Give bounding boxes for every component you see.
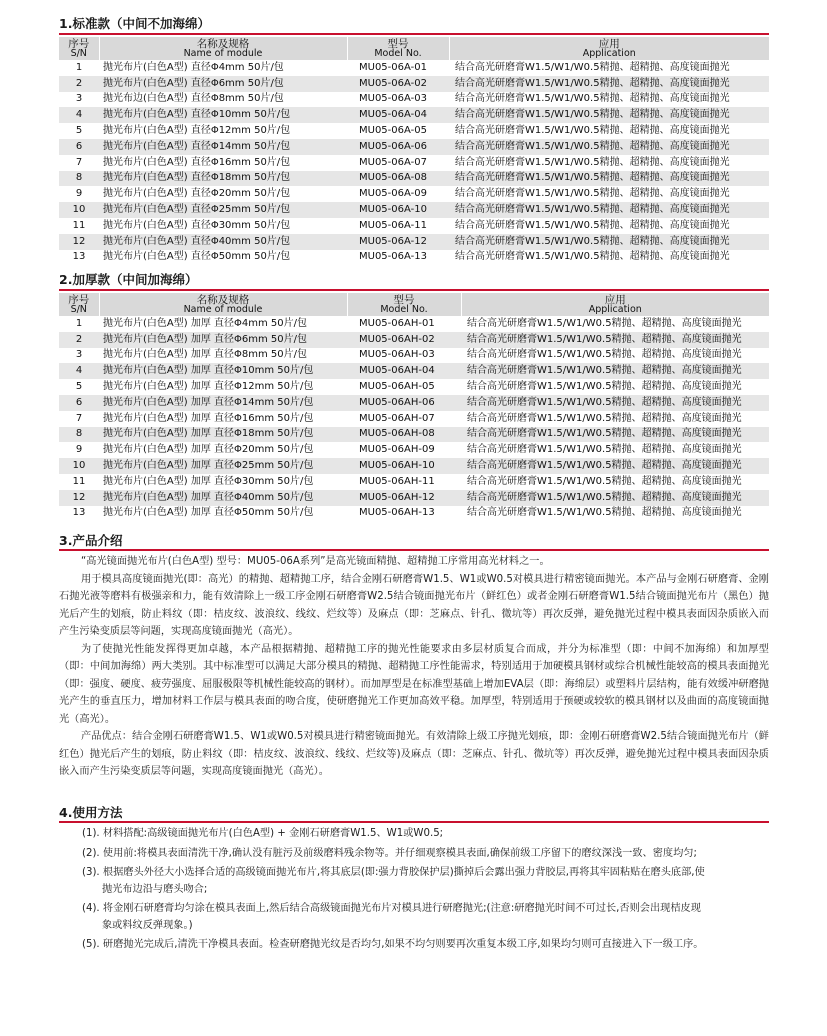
- name-cell: 抛光布片(白色A型) 加厚 直径Φ6mm 50片/包: [99, 332, 347, 348]
- model-cell: MU05-06A-04: [347, 107, 449, 123]
- application-cell: 结合高光研磨膏W1.5/W1/W0.5精抛、超精抛、高度镜面抛光: [461, 427, 769, 443]
- application-cell: 结合高光研磨膏W1.5/W1/W0.5精抛、超精抛、高度镜面抛光: [455, 251, 730, 263]
- application-cell: 结合高光研磨膏W1.5/W1/W0.5精抛、超精抛、高度镜面抛光: [467, 349, 742, 361]
- table-row: [59, 60, 769, 76]
- name-cell: 抛光布边(白色A型) 直径Φ8mm 50片/包: [103, 93, 284, 105]
- sn-cell: 11: [72, 475, 86, 487]
- name-cell: 抛光布片(白色A型) 加厚 直径Φ20mm 50片/包: [103, 444, 314, 456]
- table-row: [59, 427, 769, 443]
- model-header: 型号 Model No.: [347, 293, 461, 316]
- name-cell: 抛光布片(白色A型) 加厚 直径Φ40mm 50片/包: [99, 490, 347, 506]
- name-cell: 抛光布片(白色A型) 加厚 直径Φ10mm 50片/包: [99, 363, 347, 379]
- model-header: 型号 Model No.: [347, 37, 449, 60]
- intro-paragraph: “高光镜面抛光布片(白色A型) 型号：MU05-06A系列”是高光镜面精抛、超精抛工序常用高光材料之一。: [81, 556, 550, 567]
- application-cell: 结合高光研磨膏W1.5/W1/W0.5精抛、超精抛、高度镜面抛光: [467, 444, 742, 456]
- model-cell: MU05-06A-02: [347, 76, 449, 92]
- intro-paragraph: 为了使抛光性能发挥得更加卓越，本产品根据精抛、超精抛工序的抛光性能要求由多层材质复合而成，并分为标准型（即：中间不加海绵）和加厚型（即：中间加海绵）两大类别。其中标准型可以满足大部分模具的精抛、超精抛工序性能需求，特别适用于加硬模具钢材或综合机械性能较高的模具表面抛光（即：强度、硬度、疲劳强度、屈服极限等机械性能较高的钢材）。而加厚型是在标准型基础上增加EVA层（即：海绵层）或塑料片层结构，能有效缓冲研磨抛光产生的垂直压力，增加材料工作层与模具表面的吻合度，使研磨抛光工作更加高效平稳。加厚型，特别适用于预硬或较软的模具钢材以及曲面的高度镜面抛光（高光）。: [59, 643, 769, 725]
- table-row: [59, 363, 769, 379]
- sn-cell: 8: [59, 171, 99, 187]
- sn-cell: 3: [75, 93, 83, 105]
- sn-cell: 5: [75, 125, 83, 137]
- application-cell: 结合高光研磨膏W1.5/W1/W0.5精抛、超精抛、高度镜面抛光: [455, 156, 730, 168]
- model-cell: MU05-06A-13: [359, 251, 427, 263]
- model-cell: MU05-06A-11: [359, 219, 427, 231]
- sn-cell: 6: [59, 395, 99, 411]
- sn-cell: 7: [75, 412, 83, 424]
- application-cell: 结合高光研磨膏W1.5/W1/W0.5精抛、超精抛、高度镜面抛光: [455, 188, 730, 200]
- model-cell: MU05-06A-10: [347, 202, 449, 218]
- application-cell: 结合高光研磨膏W1.5/W1/W0.5精抛、超精抛、高度镜面抛光: [455, 219, 730, 231]
- application-cell: 结合高光研磨膏W1.5/W1/W0.5精抛、超精抛、高度镜面抛光: [467, 317, 742, 329]
- table-row: [59, 186, 769, 202]
- name-cell: 抛光布片(白色A型) 直径Φ10mm 50片/包: [99, 107, 347, 123]
- table-row: [59, 171, 769, 187]
- sn-cell: 1: [75, 317, 83, 329]
- application-cell: 结合高光研磨膏W1.5/W1/W0.5精抛、超精抛、高度镜面抛光: [449, 139, 769, 155]
- model-cell: MU05-06A-09: [359, 188, 427, 200]
- model-cell: MU05-06AH-10: [347, 458, 461, 474]
- sn-cell: 12: [59, 490, 99, 506]
- application-cell: 结合高光研磨膏W1.5/W1/W0.5精抛、超精抛、高度镜面抛光: [455, 93, 730, 105]
- application-cell: 结合高光研磨膏W1.5/W1/W0.5精抛、超精抛、高度镜面抛光: [449, 202, 769, 218]
- name-cell: 抛光布片(白色A型) 直径Φ40mm 50片/包: [99, 234, 347, 250]
- name-cell: 抛光布片(白色A型) 加厚 直径Φ14mm 50片/包: [99, 395, 347, 411]
- model-cell: MU05-06A-01: [359, 61, 427, 73]
- sn-cell: 2: [59, 76, 99, 92]
- model-cell: MU05-06AH-08: [347, 427, 461, 443]
- table-row: [59, 202, 769, 218]
- model-cell: MU05-06AH-09: [359, 444, 435, 456]
- application-cell: 结合高光研磨膏W1.5/W1/W0.5精抛、超精抛、高度镜面抛光: [449, 171, 769, 187]
- application-cell: 结合高光研磨膏W1.5/W1/W0.5精抛、超精抛、高度镜面抛光: [455, 125, 730, 137]
- sn-cell: 9: [75, 444, 83, 456]
- sn-cell: 4: [59, 107, 99, 123]
- name-cell: 抛光布片(白色A型) 直径Φ12mm 50片/包: [103, 125, 291, 137]
- sn-cell: 5: [75, 381, 83, 393]
- application-cell: 结合高光研磨膏W1.5/W1/W0.5精抛、超精抛、高度镜面抛光: [461, 458, 769, 474]
- table-row: [59, 442, 769, 458]
- sn-cell: 3: [75, 349, 83, 361]
- table-row: [59, 395, 769, 411]
- section4-divider: [59, 821, 769, 823]
- usage-item: (1). 材料搭配:高级镜面抛光布片(白色A型) + 金刚石研磨膏W1.5、W1或W0.5;: [82, 828, 444, 839]
- table-row: [59, 107, 769, 123]
- application-header: 应用 Application: [461, 293, 769, 316]
- name-cell: 抛光布片(白色A型) 加厚 直径Φ18mm 50片/包: [99, 427, 347, 443]
- model-cell: MU05-06A-06: [347, 139, 449, 155]
- section1-title: 1.标准款（中间不加海绵）: [59, 16, 210, 31]
- section3-divider: [59, 549, 769, 551]
- name-cell: 抛光布片(白色A型) 直径Φ20mm 50片/包: [103, 188, 291, 200]
- usage-item: (3). 根据磨头外径大小选择合适的高级镜面抛光布片,将其底层(即:强力背胶保护层)撕掉后会露出强力背胶层,再将其牢固粘贴在磨头底部,使 抛光布边沿与磨头吻合;: [82, 867, 705, 895]
- model-cell: MU05-06A-12: [347, 234, 449, 250]
- thick-table: [59, 293, 769, 521]
- table-row: [59, 139, 769, 155]
- table-row: [59, 379, 769, 395]
- model-cell: MU05-06AH-13: [359, 507, 435, 519]
- model-cell: MU05-06AH-11: [359, 475, 435, 487]
- application-cell: 结合高光研磨膏W1.5/W1/W0.5精抛、超精抛、高度镜面抛光: [467, 475, 742, 487]
- application-header: 应用 Application: [449, 37, 769, 60]
- table-row: [59, 506, 769, 522]
- application-cell: 结合高光研磨膏W1.5/W1/W0.5精抛、超精抛、高度镜面抛光: [461, 363, 769, 379]
- name-header: 名称及规格 Name of module: [99, 293, 347, 316]
- application-cell: 结合高光研磨膏W1.5/W1/W0.5精抛、超精抛、高度镜面抛光: [467, 412, 742, 424]
- name-cell: 抛光布片(白色A型) 直径Φ18mm 50片/包: [99, 171, 347, 187]
- name-header: 名称及规格 Name of module: [99, 37, 347, 60]
- application-cell: 结合高光研磨膏W1.5/W1/W0.5精抛、超精抛、高度镜面抛光: [449, 234, 769, 250]
- model-cell: MU05-06AH-04: [347, 363, 461, 379]
- model-cell: MU05-06AH-12: [347, 490, 461, 506]
- sn-cell: 2: [59, 332, 99, 348]
- application-cell: 结合高光研磨膏W1.5/W1/W0.5精抛、超精抛、高度镜面抛光: [467, 507, 742, 519]
- table-row: [59, 234, 769, 250]
- application-cell: 结合高光研磨膏W1.5/W1/W0.5精抛、超精抛、高度镜面抛光: [449, 76, 769, 92]
- application-cell: 结合高光研磨膏W1.5/W1/W0.5精抛、超精抛、高度镜面抛光: [449, 107, 769, 123]
- sn-cell: 4: [59, 363, 99, 379]
- table-row: [59, 92, 769, 108]
- model-cell: MU05-06A-05: [359, 125, 427, 137]
- table-row: [59, 218, 769, 234]
- model-cell: MU05-06A-08: [347, 171, 449, 187]
- table-header-row: [59, 37, 769, 60]
- usage-item: (2). 使用前:将模具表面清洗干净,确认没有脏污及前级磨料残余物等。并仔细观察模具表面,确保前级工序留下的磨纹深浅一致、密度均匀;: [82, 847, 697, 859]
- model-cell: MU05-06AH-02: [347, 332, 461, 348]
- name-cell: 抛光布片(白色A型) 加厚 直径Φ16mm 50片/包: [103, 412, 314, 424]
- name-cell: 抛光布片(白色A型) 直径Φ16mm 50片/包: [103, 156, 291, 168]
- section2-title: 2.加厚款（中间加海绵）: [59, 272, 198, 287]
- name-cell: 抛光布片(白色A型) 加厚 直径Φ30mm 50片/包: [103, 475, 314, 487]
- sn-cell: 13: [72, 507, 86, 519]
- section3-title: 3.产品介绍: [59, 533, 123, 548]
- standard-table: [59, 37, 769, 265]
- model-cell: MU05-06AH-05: [359, 381, 435, 393]
- name-cell: 抛光布片(白色A型) 直径Φ50mm 50片/包: [103, 251, 291, 263]
- table-row: [59, 490, 769, 506]
- sn-header: 序号 S/N: [59, 293, 99, 316]
- table-row: [59, 316, 769, 332]
- table-row: [59, 332, 769, 348]
- model-cell: MU05-06AH-06: [347, 395, 461, 411]
- product-intro: [59, 553, 769, 781]
- usage-item: (5). 研磨抛光完成后,清洗干净模具表面。检查研磨抛光纹是否均匀,如果不均匀则要再次重复本级工序,如果均匀则可直接进入下一级工序。: [82, 939, 704, 950]
- usage-list: [82, 826, 772, 957]
- table-row: [59, 411, 769, 427]
- model-cell: MU05-06AH-07: [359, 412, 435, 424]
- model-cell: MU05-06AH-03: [359, 349, 435, 361]
- name-cell: 抛光布片(白色A型) 直径Φ14mm 50片/包: [99, 139, 347, 155]
- intro-paragraph: 产品优点：结合金刚石研磨膏W1.5、W1或W0.5对模具进行精密镜面抛光。有效清除上级工序抛光划痕，即：金刚石研磨膏W2.5结合镜面抛光布片（鲜红色）抛光后产生的划痕，防止料纹（即：桔皮纹、波浪纹、线纹、烂纹等)及麻点（即：芝麻点、针孔、微坑等）再次反弹，避免抛光过程中模具表面因杂质嵌入而产生污染变质层等问题，实现高度镜面抛光（高光）。: [59, 731, 769, 777]
- table-row: [59, 250, 769, 266]
- sn-cell: 1: [75, 61, 83, 73]
- name-cell: 抛光布片(白色A型) 直径Φ6mm 50片/包: [99, 76, 347, 92]
- name-cell: 抛光布片(白色A型) 直径Φ30mm 50片/包: [103, 219, 291, 231]
- model-cell: MU05-06A-07: [359, 156, 427, 168]
- usage-item: (4). 将金刚石研磨膏均匀涂在模具表面上,然后结合高级镜面抛光布片对模具进行研磨抛光;(注意:研磨抛光时间不可过长,否则会出现桔皮现 象或料纹反弹现象。): [82, 903, 701, 931]
- sn-cell: 9: [75, 188, 83, 200]
- name-cell: 抛光布片(白色A型) 直径Φ4mm 50片/包: [103, 61, 284, 73]
- table-row: [59, 458, 769, 474]
- name-cell: 抛光布片(白色A型) 加厚 直径Φ8mm 50片/包: [103, 349, 307, 361]
- name-cell: 抛光布片(白色A型) 直径Φ25mm 50片/包: [99, 202, 347, 218]
- name-cell: 抛光布片(白色A型) 加厚 直径Φ4mm 50片/包: [103, 317, 307, 329]
- sn-cell: 10: [59, 202, 99, 218]
- sn-cell: 13: [72, 251, 86, 263]
- section2-divider: [59, 289, 769, 291]
- name-cell: 抛光布片(白色A型) 加厚 直径Φ12mm 50片/包: [103, 381, 314, 393]
- table-row: [59, 348, 769, 364]
- application-cell: 结合高光研磨膏W1.5/W1/W0.5精抛、超精抛、高度镜面抛光: [467, 381, 742, 393]
- application-cell: 结合高光研磨膏W1.5/W1/W0.5精抛、超精抛、高度镜面抛光: [461, 332, 769, 348]
- section1-divider: [59, 33, 769, 35]
- name-cell: 抛光布片(白色A型) 加厚 直径Φ25mm 50片/包: [99, 458, 347, 474]
- application-cell: 结合高光研磨膏W1.5/W1/W0.5精抛、超精抛、高度镜面抛光: [461, 395, 769, 411]
- model-cell: MU05-06A-03: [359, 93, 427, 105]
- sn-cell: 6: [59, 139, 99, 155]
- table-row: [59, 474, 769, 490]
- intro-paragraph: 用于模具高度镜面抛光(即：高光）的精抛、超精抛工序，结合金刚石研磨膏W1.5、W1或W0.5对模具进行精密镜面抛光。本产品与金刚石研磨膏、金刚石抛光液等磨料有极强亲和力，能有效清除上一级工序金刚石研磨膏W2.5结合镜面抛光布片（鲜红色）或者金刚石研磨膏W1.5结合镜面抛光布片（黑色）抛光后产生的划痕，防止料纹（即：桔皮纹、波浪纹、线纹、烂纹等）及麻点（即：芝麻点、针孔、微坑等）再次反弹，避免抛光过程中模具表面因杂质嵌入而产生污染变质层等问题，实现高度镜面抛光（高光）。: [59, 573, 769, 637]
- sn-header: 序号 S/N: [59, 37, 99, 60]
- application-cell: 结合高光研磨膏W1.5/W1/W0.5精抛、超精抛、高度镜面抛光: [455, 61, 730, 73]
- table-row: [59, 123, 769, 139]
- table-header-row: [59, 293, 769, 316]
- application-cell: 结合高光研磨膏W1.5/W1/W0.5精抛、超精抛、高度镜面抛光: [461, 490, 769, 506]
- sn-cell: 11: [72, 219, 86, 231]
- name-cell: 抛光布片(白色A型) 加厚 直径Φ50mm 50片/包: [103, 507, 314, 519]
- section4-title: 4.使用方法: [59, 805, 123, 820]
- table-row: [59, 155, 769, 171]
- sn-cell: 7: [75, 156, 83, 168]
- table-row: [59, 76, 769, 92]
- model-cell: MU05-06AH-01: [359, 317, 435, 329]
- sn-cell: 12: [59, 234, 99, 250]
- sn-cell: 8: [59, 427, 99, 443]
- sn-cell: 10: [59, 458, 99, 474]
